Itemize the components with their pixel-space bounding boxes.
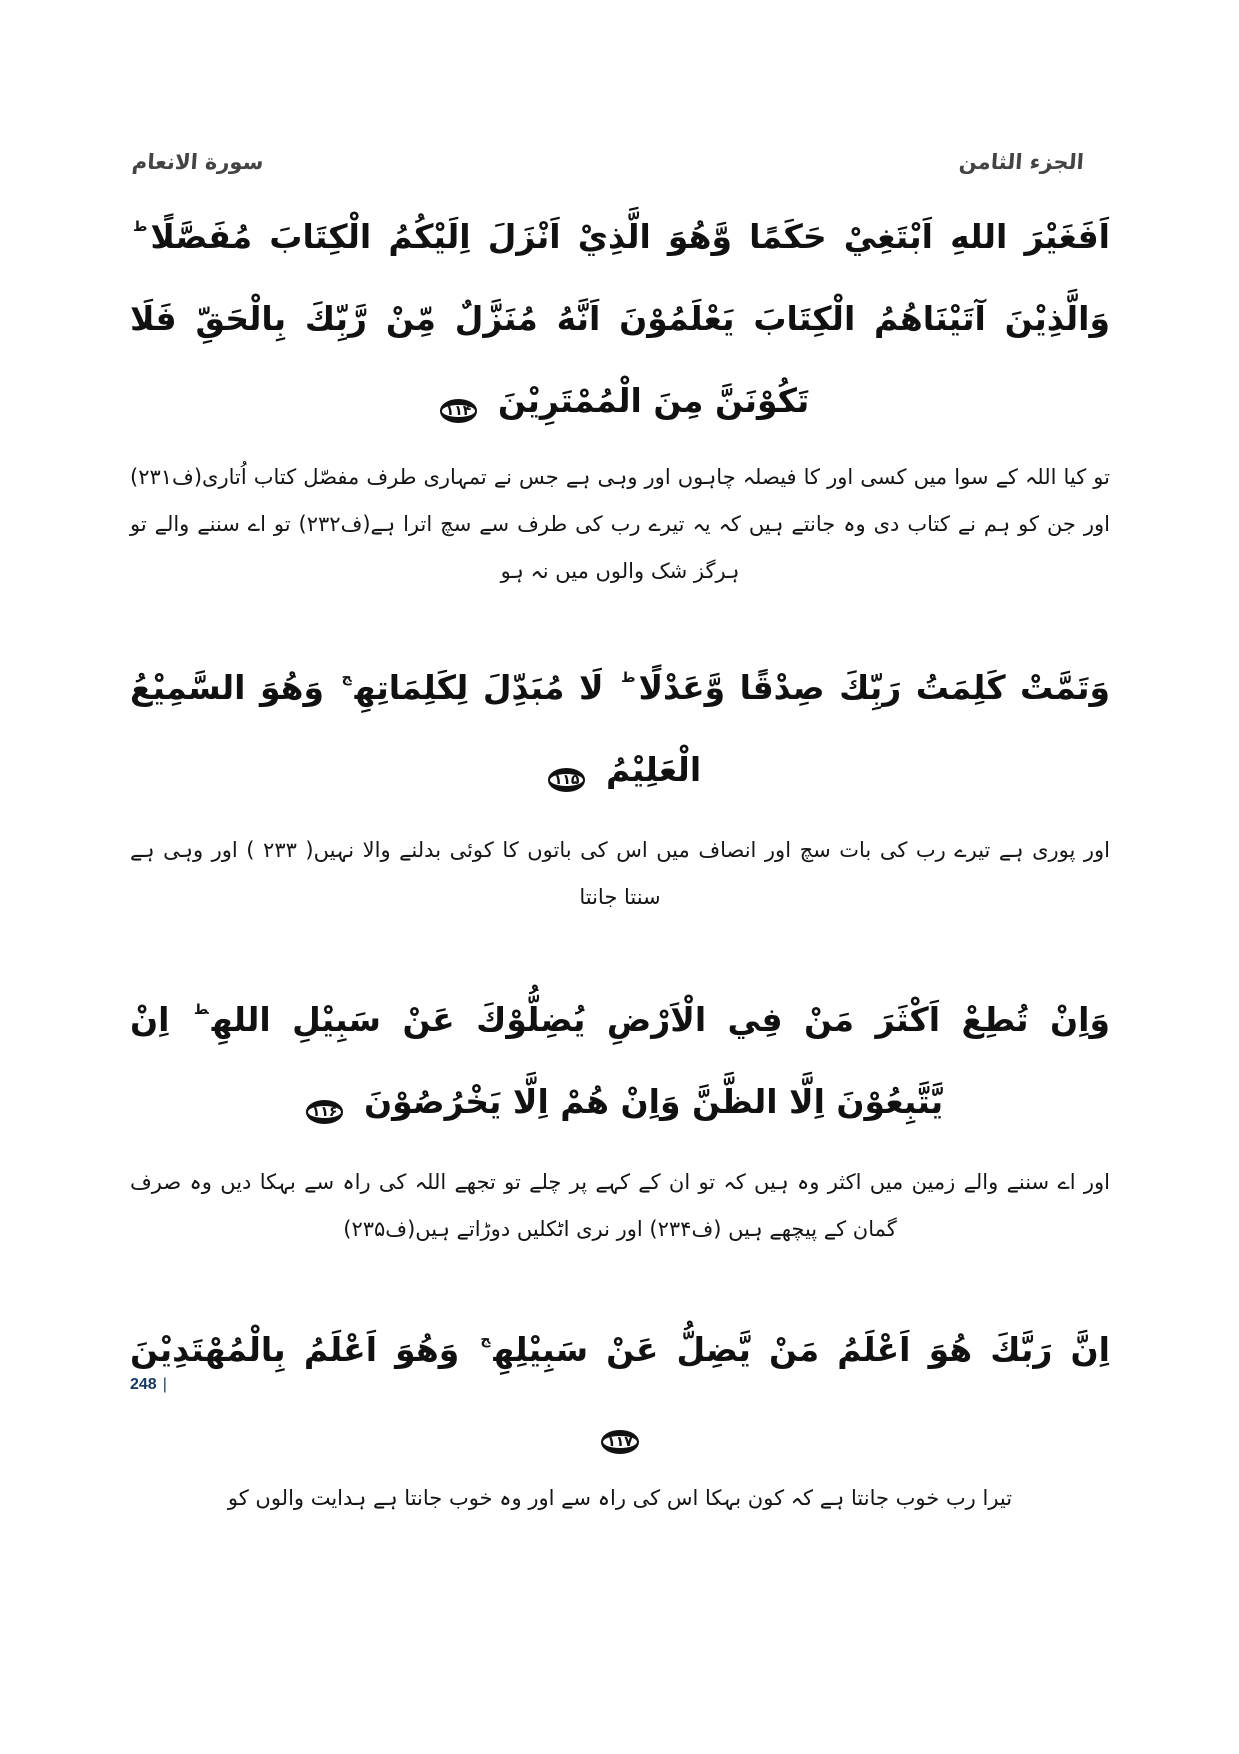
ayah-number-medallion: ۱۱۵ [548,768,586,792]
ayah-number-medallion: ۱۱۷ [601,1430,639,1454]
verse-text: وَتَمَّتْ كَلِمَتُ رَبِّكَ صِدْقًا وَّعَدْلًا [638,668,1110,707]
translation-text: تو کیا اللہ کے سوا میں کسی اور کا فیصلہ چاہوں اور وہی ہے جس نے تمہاری طرف مفصّل کتاب اُتاری(ف۲۳۱) اور جن کو ہم نے کتاب دی وہ جانتے ہیں کہ یہ تیرے رب کی طرف سے سچ اترا ہے(ف۲۳۲) تو اے سننے والے تو ہرگز شک والوں میں نہ ہو [130,465,1110,583]
verse-text: اِنَّ رَبَّكَ هُوَ اَعْلَمُ مَنْ يَّضِلُّ عَنْ سَبِيْلِهِ [493,1330,1110,1369]
page-number: 248 [130,1376,157,1393]
arabic-verse-116 [130,979,1110,1143]
translation-text: اور پوری ہے تیرے رب کی بات سچ اور انصاف میں اس کی باتوں کا کوئی بدلنے والا نہیں( ۲۳۳ ) اور وہی ہے سنتا جانتا [130,838,1111,909]
ayah-number-medallion: ۱۱۴ [440,399,478,423]
verse-text: وَاِنْ تُطِعْ اَكْثَرَ مَنْ فِي الْاَرْضِ يُضِلُّوْكَ عَنْ سَبِيْلِ اللهِ [211,1000,1110,1039]
verse-text: اِنْ يَّتَّبِعُوْنَ اِلَّا الظَّنَّ وَاِنْ هُمْ اِلَّا يَخْرُصُوْنَ [130,1000,944,1121]
page-number-footer [130,1376,167,1394]
footer-separator: | [162,1376,167,1393]
pause-mark: ط [193,1001,209,1018]
urdu-translation-116 [130,1159,1110,1253]
translation-text: اور اے سننے والے زمین میں اکثر وہ ہیں کہ تو ان کے کہے پر چلے تو تجھے اللہ کی راہ سے بہکا دیں وہ صرف گمان کے پیچھے ہیں (ف۲۳۴) اور نری اٹکلیں دوڑاتے ہیں(ف۲۳۵) [130,1170,1110,1241]
surah-title: سورة الانعام [131,150,265,174]
ayah-number-medallion: ۱۱۶ [306,1100,344,1124]
urdu-translation-117 [130,1475,1110,1522]
page-header [130,136,1110,188]
verse-text: وَهُوَ اَعْلَمُ بِالْمُهْتَدِيْنَ [130,1330,460,1369]
pause-mark: ط [133,218,148,235]
verse-text: اَفَغَيْرَ اللهِ اَبْتَغِيْ حَكَمًا وَّهُوَ الَّذِيْ اَنْزَلَ اِلَيْكُمُ الْكِتَابَ مُفَصَّلًا [150,217,1110,256]
juz-title: الجزء الثامن [958,150,1085,174]
arabic-verse-114 [130,196,1110,442]
verse-text: وَهُوَ السَّمِيْعُ الْعَلِيْمُ [130,668,702,789]
pause-mark: ط [621,669,636,686]
pause-mark: ج [480,1331,491,1348]
verse-text: وَالَّذِيْنَ آتَيْنَاهُمُ الْكِتَابَ يَعْلَمُوْنَ اَنَّهُ مُنَزَّلٌ مِّنْ رَّبِّكَ بِالْحَقِّ فَلَا تَكُوْنَنَّ مِنَ الْمُمْتَرِيْنَ [130,299,1110,420]
urdu-translation-115 [130,827,1110,921]
urdu-translation-114 [130,454,1110,595]
translation-text: تیرا رب خوب جانتا ہے کہ کون بہکا اس کی راہ سے اور وہ خوب جانتا ہے ہدایت والوں کو [227,1486,1013,1510]
page-content [130,0,1110,1522]
verse-text: لَا مُبَدِّلَ لِكَلِمَاتِهِ [354,668,604,707]
arabic-verse-115 [130,647,1110,811]
pause-mark: ج [341,669,352,686]
arabic-verse-117 [130,1309,1110,1473]
